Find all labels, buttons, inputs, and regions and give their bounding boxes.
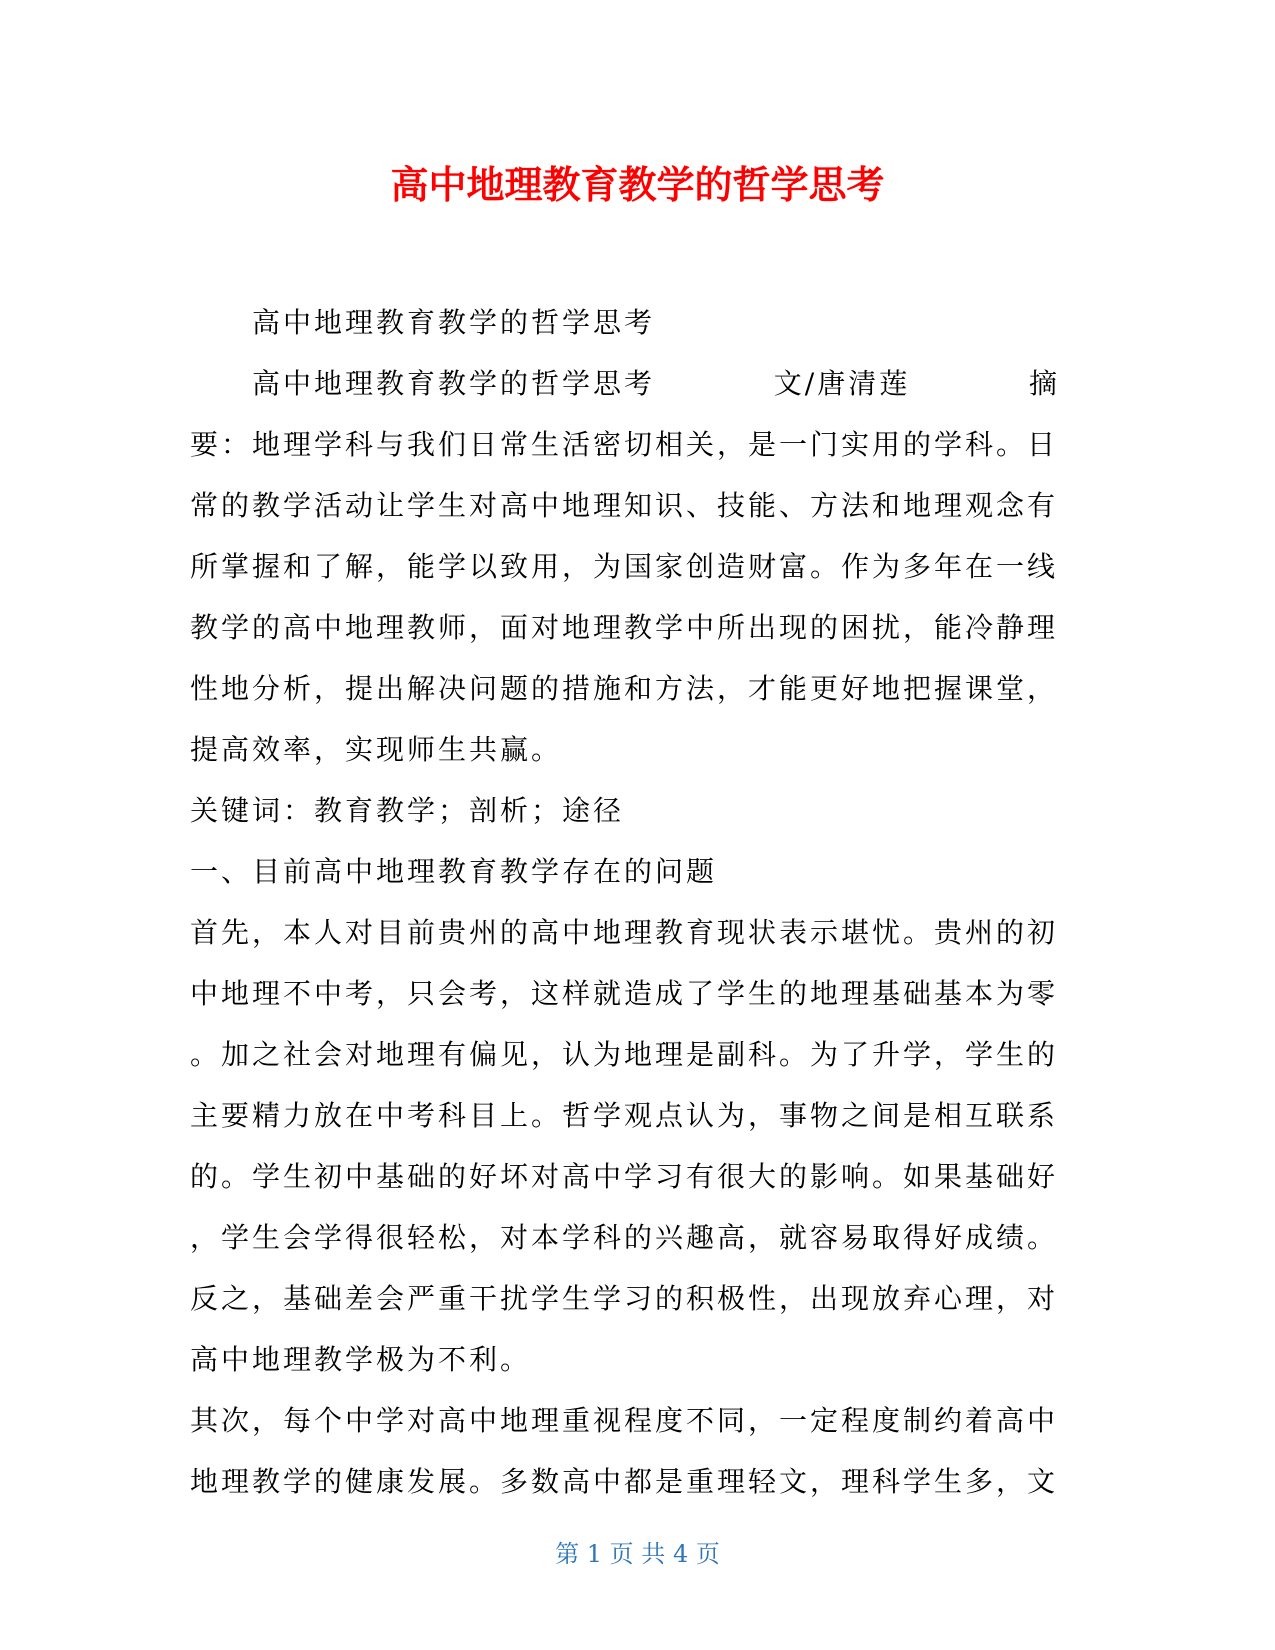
byline-line: [190, 353, 1060, 414]
text-line: 要：地理学科与我们日常生活密切相关，是一门实用的学科。日: [190, 428, 1059, 461]
text-line: 高中地理教学极为不利。: [190, 1343, 532, 1376]
text-line: 提高效率，实现师生共赢。: [190, 733, 563, 766]
section-heading: 一、目前高中地理教育教学存在的问题: [190, 855, 718, 888]
text-line: 其次，每个中学对高中地理重视程度不同，一定程度制约着高中: [190, 1404, 1059, 1437]
text-line: 性地分析，提出解决问题的措施和方法，才能更好地把握课堂，: [190, 672, 1059, 705]
text-line: 中地理不中考，只会考，这样就造成了学生的地理基础基本为零: [190, 977, 1059, 1010]
text-line: 首先，本人对目前贵州的高中地理教育现状表示堪忧。贵州的初: [190, 916, 1059, 949]
text-line: 的。学生初中基础的好坏对高中学习有很大的影响。如果基础好: [190, 1160, 1059, 1193]
text-line: 地理教学的健康发展。多数高中都是重理轻文，理科学生多，文: [190, 1465, 1059, 1498]
text-line: 所掌握和了解，能学以致用，为国家创造财富。作为多年在一线: [190, 550, 1059, 583]
text-line: 主要精力放在中考科目上。哲学观点认为，事物之间是相互联系: [190, 1099, 1059, 1132]
document-body: [190, 292, 1060, 1512]
text-line: 反之，基础差会严重干扰学生学习的积极性，出现放弃心理，对: [190, 1282, 1059, 1315]
text-line: ，学生会学得很轻松，对本学科的兴趣高，就容易取得好成绩。: [190, 1221, 1059, 1254]
byline-title: 高中地理教育教学的哲学思考: [252, 367, 656, 400]
article-subtitle: 高中地理教育教学的哲学思考: [252, 306, 656, 339]
text-line: 教学的高中地理教师，面对地理教学中所出现的困扰，能冷静理: [190, 611, 1059, 644]
document-title: 高中地理教育教学的哲学思考: [390, 163, 885, 207]
text-line: 。加之社会对地理有偏见，认为地理是副科。为了升学，学生的: [190, 1038, 1059, 1071]
abstract-start: 摘: [1028, 367, 1060, 400]
byline-author: 文/唐清莲: [773, 367, 911, 400]
keywords-line: 关键词：教育教学；剖析；途径: [190, 794, 625, 827]
page-footer: 第 1 页 共 4 页: [555, 1540, 720, 1568]
text-line: 常的教学活动让学生对高中地理知识、技能、方法和地理观念有: [190, 489, 1059, 522]
